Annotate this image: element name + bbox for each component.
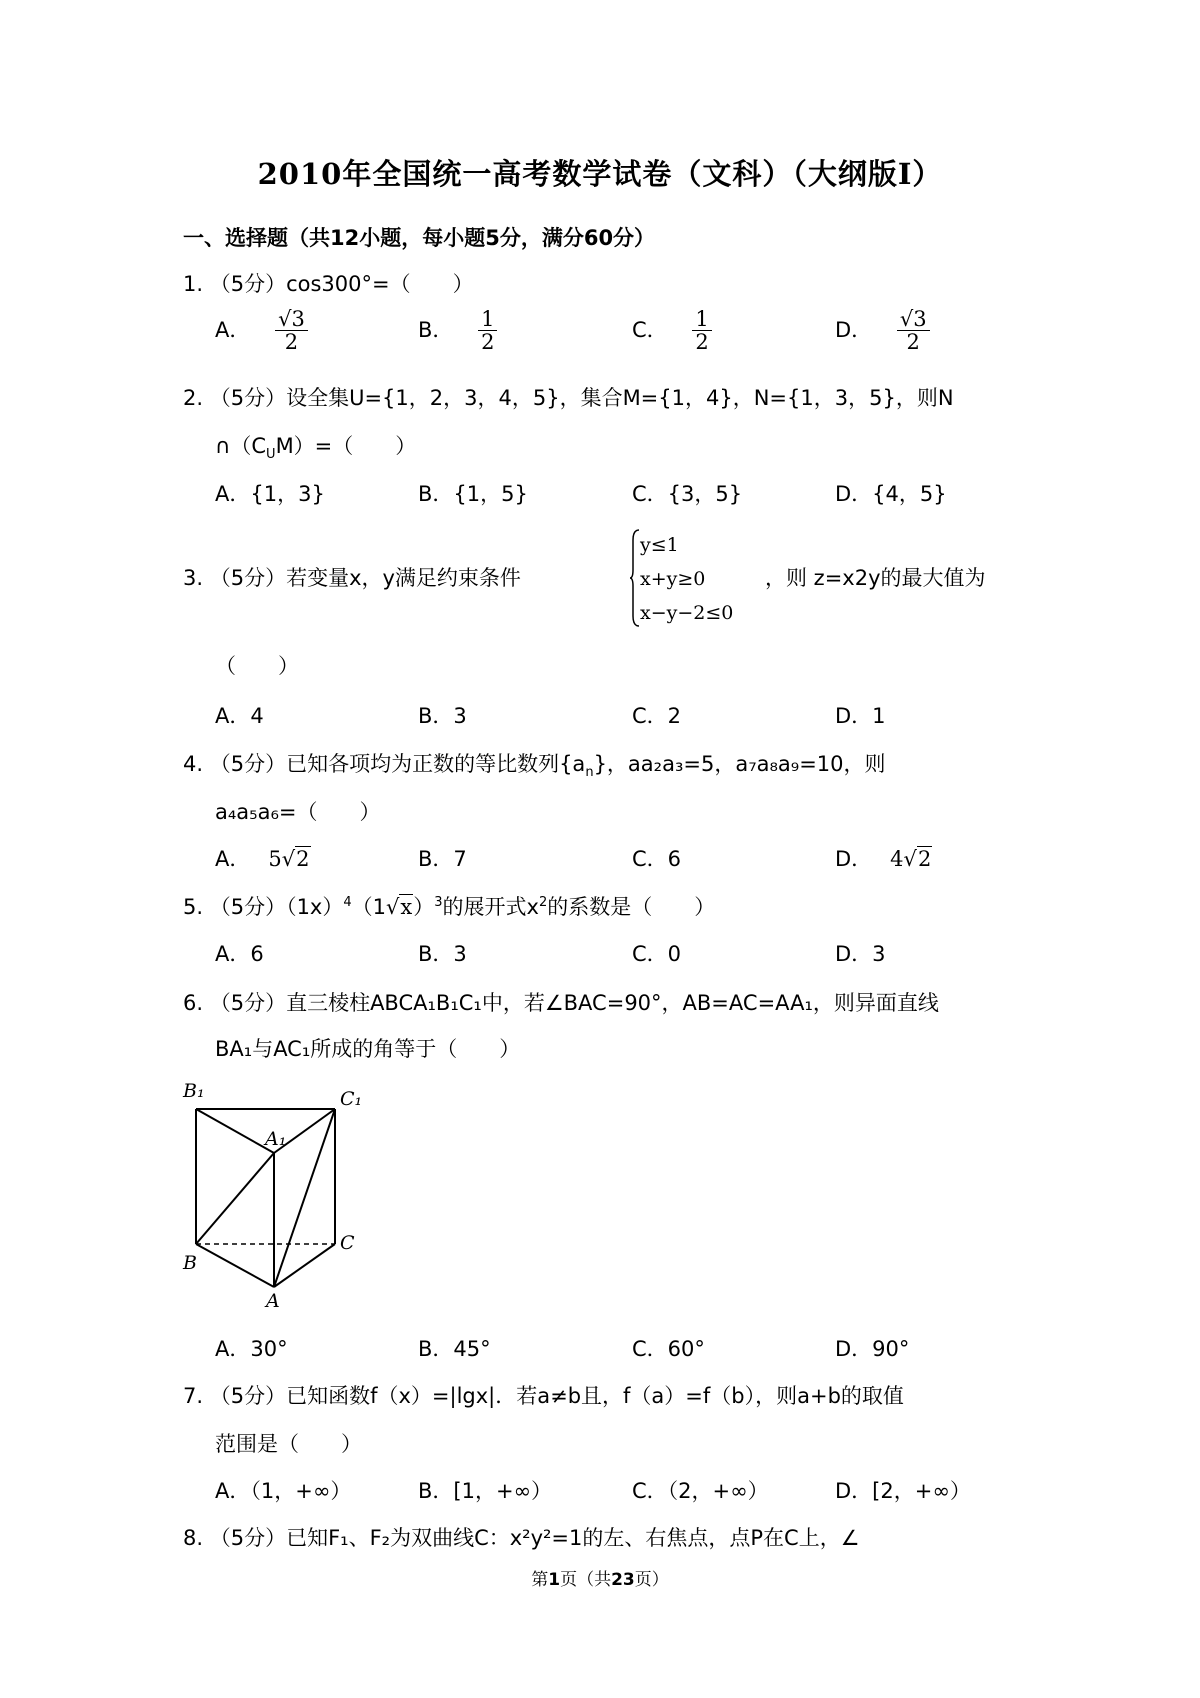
question-1-stem: 1. （5分）cos300°=（ ） [183, 272, 474, 296]
label-b: B [183, 1252, 197, 1274]
question-4-stem-line2: a₄a₅a₆=（ ） [215, 800, 381, 824]
fraction [897, 308, 930, 353]
fraction-numerator: 1 [692, 308, 711, 331]
prism-figure [180, 1080, 380, 1310]
fraction-denominator: 2 [481, 330, 495, 355]
label-a1: A₁ [265, 1128, 287, 1150]
constraint-1: y≤1 [640, 534, 679, 556]
fraction-numerator: 1 [478, 308, 497, 331]
question-1-option-d [835, 308, 930, 353]
option-label: D． [835, 317, 873, 342]
question-3-stem-end: ，则 z=x2y的最大值为 [765, 566, 986, 590]
question-3-option-d: D．1 [835, 704, 886, 728]
fraction-denominator: 2 [695, 330, 709, 355]
question-2-option-d: D．{4，5} [835, 482, 947, 506]
question-8-stem: 8. （5分）已知F₁、F₂为双曲线C：x²y²=1的左、右焦点，点P在C上，∠ [183, 1526, 860, 1550]
page-footer: 第1页（共23页） [531, 1570, 669, 1590]
section-heading: 一、选择题（共12小题，每小题5分，满分60分） [183, 226, 656, 250]
question-6-option-a: A．30° [215, 1337, 288, 1361]
question-5-option-b: B．3 [418, 942, 467, 966]
question-3-blank: （ ） [215, 654, 299, 678]
constraint-system [640, 528, 733, 630]
question-2-stem-line1: 2. （5分）设全集U={1，2，3，4，5}，集合M={1，4}，N={1，3，5}，则N [183, 386, 954, 410]
question-5-option-a: A．6 [215, 942, 264, 966]
option-label: C． [632, 317, 668, 342]
question-4-option-c: C．6 [632, 847, 682, 871]
radical-expression: 4√2 [890, 847, 932, 871]
question-3-stem: 3. （5分）若变量x，y满足约束条件 [183, 566, 521, 590]
question-6-option-d: D．90° [835, 1337, 910, 1361]
label-c1: C₁ [340, 1088, 363, 1110]
question-1-option-a [215, 308, 308, 353]
question-5-option-c: C．0 [632, 942, 682, 966]
question-7-option-b: B．[1，+∞） [418, 1479, 553, 1503]
question-4-option-b: B．7 [418, 847, 467, 871]
question-6-stem-line1: 6. （5分）直三棱柱ABCA₁B₁C₁中，若∠BAC=90°，AB=AC=AA₁，则异面直线 [183, 991, 939, 1015]
fraction [275, 308, 308, 353]
question-6-option-c: C．60° [632, 1337, 705, 1361]
question-2-stem-line2: $\cap(C_UM)=$（ ） [215, 434, 417, 463]
question-3-option-a: A．4 [215, 704, 264, 728]
page-title: 2010年全国统一高考数学试卷（文科）（大纲版Ⅰ） [257, 157, 943, 191]
question-1-option-c [632, 308, 712, 353]
option-label: A． [215, 317, 251, 342]
question-3-option-b: B．3 [418, 704, 467, 728]
constraint-2: x+y≥0 [640, 568, 706, 590]
fraction-numerator: √3 [897, 308, 930, 331]
question-5-option-d: D．3 [835, 942, 886, 966]
radical-expression: 5√2 [268, 847, 310, 871]
question-6-option-b: B．45° [418, 1337, 491, 1361]
fraction [478, 308, 497, 353]
fraction-denominator: 2 [906, 330, 920, 355]
fraction-numerator: √3 [275, 308, 308, 331]
question-7-stem-line2: 范围是（ ） [215, 1432, 362, 1456]
question-2-option-b: B．{1，5} [418, 482, 528, 506]
question-5-stem: 5. （5分）$(1x)^4(1√x)^3$的展开式$x^2$的系数是（ ） [183, 895, 716, 919]
fraction [692, 308, 711, 353]
question-3-option-c: C．2 [632, 704, 682, 728]
question-4-stem-line1: 4. （5分）已知各项均为正数的等比数列$\{a_n\}$，aa₂a₃=5，a₇a₈a₉=10，则 [183, 752, 886, 781]
label-c: C [340, 1232, 355, 1254]
label-a: A [266, 1290, 280, 1312]
question-7-stem-line1: 7. （5分）已知函数f（x）=|lgx|．若a≠b且，f（a）=f（b），则a+b的取值 [183, 1384, 904, 1408]
question-1-option-b [418, 308, 497, 353]
left-brace-icon [630, 528, 640, 628]
question-7-option-d: D．[2，+∞） [835, 1479, 971, 1503]
question-4-option-d: D． 4√2 [835, 847, 932, 871]
label-b1: B₁ [183, 1080, 205, 1102]
constraint-3: x−y−2≤0 [640, 602, 734, 624]
question-7-option-a: A．（1，+∞） [215, 1479, 352, 1503]
question-2-option-a: A．{1，3} [215, 482, 325, 506]
question-4-option-a: A． 5√2 [215, 847, 310, 871]
question-2-option-c: C．{3，5} [632, 482, 743, 506]
question-6-stem-line2: BA₁与AC₁所成的角等于（ ） [215, 1037, 521, 1061]
fraction-denominator: 2 [284, 330, 299, 355]
question-7-option-c: C．（2，+∞） [632, 1479, 769, 1503]
option-label: B． [418, 317, 454, 342]
